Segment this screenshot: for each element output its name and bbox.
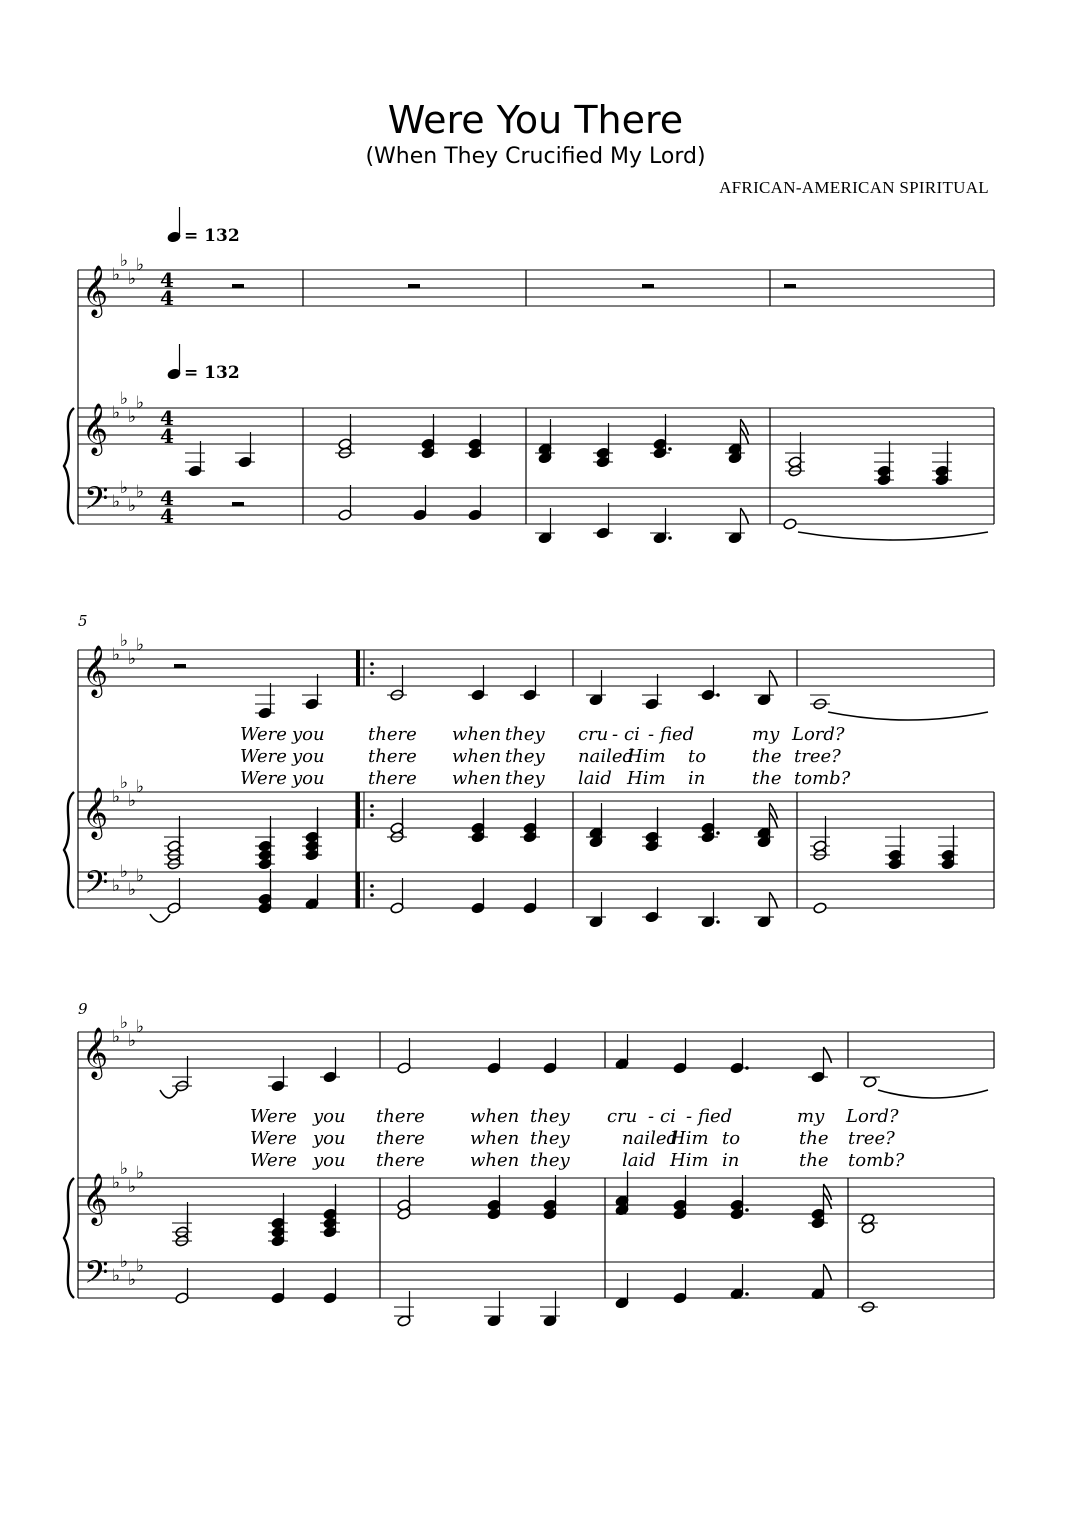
flat-sign: ♭ [120, 1159, 129, 1179]
flat-sign: ♭ [136, 255, 145, 275]
time-signature-top: 4 [160, 268, 174, 292]
flat-sign: ♭ [120, 251, 129, 271]
lyric-verse1: Were [240, 724, 287, 745]
lyric-verse1: - [648, 1106, 655, 1127]
lyric-verse1: Lord? [846, 1106, 899, 1127]
flat-sign: ♭ [120, 631, 129, 651]
time-signature-top: 4 [160, 406, 174, 430]
flat-sign: ♭ [128, 1177, 137, 1197]
lyric-verse3: the [752, 768, 782, 789]
measure-number: 9 [78, 1000, 88, 1018]
treble-clef: 𝄞 [82, 265, 109, 316]
augmentation-dot [370, 813, 374, 817]
lyric-verse3: when [452, 768, 502, 789]
half-rest [232, 284, 244, 288]
brace [64, 1178, 74, 1298]
flat-sign: ♭ [128, 791, 137, 811]
flat-sign: ♭ [136, 1256, 145, 1276]
flat-sign: ♭ [136, 777, 145, 797]
lyric-verse2: to [722, 1128, 741, 1149]
lyric-verse2: they [505, 746, 545, 767]
note-head [783, 518, 797, 530]
time-signature-bottom: 4 [160, 286, 174, 310]
lyric-verse1: - [648, 724, 655, 745]
lyric-verse1: cru [607, 1106, 638, 1127]
lyric-verse2: to [688, 746, 707, 767]
lyric-verse3: tomb? [848, 1150, 905, 1171]
lyric-verse3: laid [622, 1150, 656, 1171]
lyric-verse1: when [470, 1106, 520, 1127]
flat-sign: ♭ [120, 1013, 129, 1033]
tempo-marking: = 132 [184, 226, 240, 246]
lyric-verse2: Were [240, 746, 287, 767]
flat-sign: ♭ [112, 492, 121, 512]
flat-sign: ♭ [128, 649, 137, 669]
tempo-marking: = 132 [184, 363, 240, 383]
half-rest [784, 284, 796, 288]
lyric-verse3: they [505, 768, 545, 789]
lyric-verse3: Him [627, 768, 666, 789]
flat-sign: ♭ [136, 393, 145, 413]
treble-clef: 𝄞 [82, 645, 109, 696]
augmentation-dot [370, 671, 374, 675]
note-head [863, 1076, 877, 1088]
lyric-verse1: Were [250, 1106, 297, 1127]
lyric-verse1: ci [624, 724, 640, 745]
flat-sign: ♭ [128, 269, 137, 289]
flat-sign: ♭ [120, 773, 129, 793]
augmentation-dot [370, 804, 374, 808]
lyric-verse3: Him [670, 1150, 709, 1171]
flat-sign: ♭ [136, 482, 145, 502]
time-signature-top: 4 [160, 486, 174, 510]
flat-sign: ♭ [136, 866, 145, 886]
lyric-verse1: there [368, 724, 417, 745]
flat-sign: ♭ [128, 1031, 137, 1051]
lyric-verse3: when [470, 1150, 520, 1171]
lyric-verse2: when [470, 1128, 520, 1149]
lyric-verse1: ci [660, 1106, 676, 1127]
lyric-verse2: Him [670, 1128, 709, 1149]
eighth-flag [824, 1047, 832, 1063]
lyric-verse2: the [799, 1128, 829, 1149]
augmentation-dot [668, 447, 672, 451]
flat-sign: ♭ [128, 496, 137, 516]
half-rest [642, 284, 654, 288]
bass-clef: 𝄢 [84, 864, 109, 908]
lyric-verse1: you [292, 724, 325, 745]
flat-sign: ♭ [136, 635, 145, 655]
treble-clef: 𝄞 [82, 1173, 109, 1224]
time-signature-bottom: 4 [160, 504, 174, 528]
flat-sign: ♭ [112, 403, 121, 423]
flat-sign: ♭ [128, 880, 137, 900]
half-rest [174, 664, 186, 668]
lyric-verse2: Him [627, 746, 666, 767]
lyric-verse2: there [376, 1128, 425, 1149]
tie [798, 532, 988, 540]
treble-clef: 𝄞 [82, 787, 109, 838]
treble-clef: 𝄞 [82, 403, 109, 454]
lyric-verse3: there [368, 768, 417, 789]
augmentation-dot [745, 1292, 749, 1296]
flat-sign: ♭ [112, 265, 121, 285]
lyric-verse3: Were [240, 768, 287, 789]
lyric-verse3: the [799, 1150, 829, 1171]
tie [150, 914, 170, 922]
lyric-verse1: my [752, 724, 780, 745]
lyric-verse1: when [452, 724, 502, 745]
augmentation-dot [370, 662, 374, 666]
lyric-verse1: - [686, 1106, 693, 1127]
flat-sign: ♭ [112, 1027, 121, 1047]
lyric-verse3: they [530, 1150, 570, 1171]
lyric-verse2: Were [250, 1128, 297, 1149]
lyric-verse3: you [292, 768, 325, 789]
augmentation-dot [716, 693, 720, 697]
lyric-verse3: Were [250, 1150, 297, 1171]
lyric-verse2: the [752, 746, 782, 767]
lyric-verse3: tomb? [794, 768, 851, 789]
lyric-verse2: there [368, 746, 417, 767]
time-signature-bottom: 4 [160, 424, 174, 448]
score-subtitle: (When They Crucified My Lord) [365, 144, 706, 169]
lyric-verse1: - [612, 724, 619, 745]
flat-sign: ♭ [112, 1173, 121, 1193]
flat-sign: ♭ [120, 478, 129, 498]
flat-sign: ♭ [120, 1252, 129, 1272]
brace [64, 408, 74, 524]
lyric-verse3: in [722, 1150, 740, 1171]
eighth-flag [770, 892, 778, 908]
augmentation-dot [716, 831, 720, 835]
lyric-verse3: there [376, 1150, 425, 1171]
augmentation-dot [716, 920, 720, 924]
augmentation-dot [370, 893, 374, 897]
flat-sign: ♭ [120, 862, 129, 882]
lyric-verse1: fied [660, 724, 695, 745]
tie [878, 1090, 988, 1098]
lyric-verse1: fied [698, 1106, 733, 1127]
lyric-verse2: tree? [794, 746, 841, 767]
tie [828, 712, 988, 720]
eighth-flag [770, 670, 778, 686]
tie [160, 1090, 178, 1098]
eighth-flag [741, 508, 749, 524]
lyric-verse1: there [376, 1106, 425, 1127]
flat-sign: ♭ [120, 389, 129, 409]
flat-sign: ♭ [128, 1270, 137, 1290]
lyric-verse1: you [313, 1106, 346, 1127]
repeat-thick-barline [356, 650, 360, 686]
lyric-verse2: tree? [848, 1128, 895, 1149]
lyric-verse3: laid [578, 768, 612, 789]
lyric-verse3: you [313, 1150, 346, 1171]
lyric-verse2: you [313, 1128, 346, 1149]
lyric-verse1: my [797, 1106, 825, 1127]
lyric-verse2: nailed [622, 1128, 679, 1149]
lyric-verse1: Lord? [792, 724, 845, 745]
measure-number: 5 [78, 612, 88, 630]
lyric-verse1: they [530, 1106, 570, 1127]
lyric-verse3: in [688, 768, 706, 789]
flat-sign: ♭ [112, 1266, 121, 1286]
lyric-verse2: nailed [578, 746, 635, 767]
eighth-flag [824, 1264, 832, 1280]
treble-clef: 𝄞 [82, 1027, 109, 1078]
flat-sign: ♭ [136, 1163, 145, 1183]
augmentation-dot [668, 536, 672, 540]
bass-clef: 𝄢 [84, 1254, 109, 1298]
lyric-verse1: they [505, 724, 545, 745]
lyric-verse2: you [292, 746, 325, 767]
lyric-verse2: when [452, 746, 502, 767]
composer-credit: AFRICAN-AMERICAN SPIRITUAL [719, 178, 989, 197]
brace [64, 792, 74, 908]
bass-clef: 𝄢 [84, 480, 109, 524]
flat-sign: ♭ [112, 787, 121, 807]
score-title: Were You There [387, 98, 684, 142]
augmentation-dot [745, 1066, 749, 1070]
note-head [813, 902, 827, 914]
flat-sign: ♭ [112, 876, 121, 896]
flat-sign: ♭ [136, 1017, 145, 1037]
half-rest [408, 284, 420, 288]
half-rest [232, 502, 244, 506]
lyric-verse2: they [530, 1128, 570, 1149]
augmentation-dot [745, 1208, 749, 1212]
flat-sign: ♭ [112, 645, 121, 665]
lyric-verse1: cru [578, 724, 609, 745]
flat-sign: ♭ [128, 407, 137, 427]
augmentation-dot [370, 884, 374, 888]
